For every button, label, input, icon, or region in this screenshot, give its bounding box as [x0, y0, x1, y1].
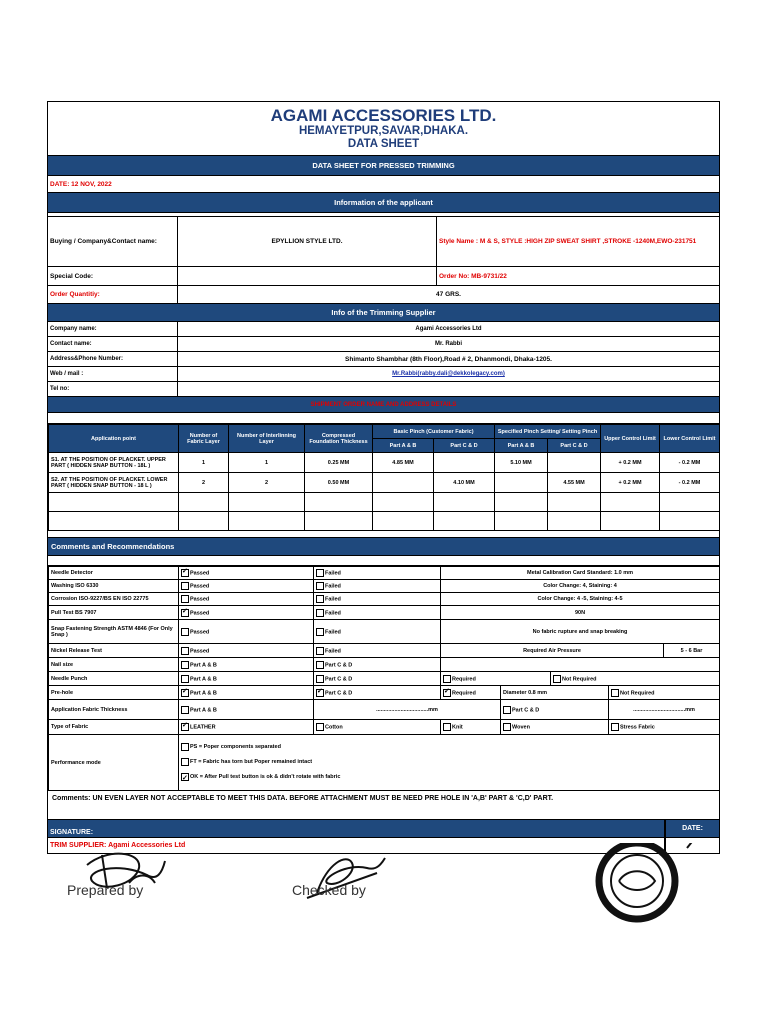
- punch-cd-checkbox[interactable]: [316, 675, 324, 683]
- supplier-row: [48, 367, 719, 382]
- thick-cd-checkbox[interactable]: [503, 706, 511, 714]
- punch-notreq-checkbox[interactable]: [553, 675, 561, 683]
- supplier-bar: Info of the Trimming Supplier: [48, 304, 719, 322]
- th-inter: Number of Interlinning Layer: [229, 425, 305, 453]
- test-punch: Needle Punch: [49, 672, 179, 686]
- washing-passed-checkbox[interactable]: [181, 582, 189, 590]
- spec-cell-sab: [495, 473, 548, 493]
- th-lower: Lower Control Limit: [660, 425, 720, 453]
- corrosion-failed-checkbox[interactable]: [316, 595, 324, 603]
- test-thickness: Application Fabric Thickness: [49, 700, 179, 720]
- test-prehole: Pre-hole: [49, 686, 179, 700]
- pull-std: 90N: [441, 606, 720, 620]
- th-spec: Specified Pinch Setting/ Setting Pinch: [495, 425, 601, 439]
- supplier-label: Company name:: [48, 322, 178, 336]
- comments-bar: Comments and Recommendations: [48, 538, 719, 556]
- order-no: Order No: MB-9731/22: [439, 272, 507, 280]
- supplier-row: [48, 382, 719, 397]
- knit-checkbox[interactable]: [443, 723, 451, 731]
- signatures-svg: [47, 843, 718, 923]
- nickel-std: Required Air Pressure: [441, 644, 664, 658]
- test-nickel: Nickel Release Test: [49, 644, 179, 658]
- pull-failed-checkbox[interactable]: [316, 609, 324, 617]
- spec-cell-app: S1. AT THE POSITION OF PLACKET. UPPER PART ( HIDDEN SNAP BUTTON - 18L ): [49, 453, 179, 473]
- buying-row: [48, 217, 719, 267]
- trim-supplier: TRIM SUPPLIER: Agami Accessories Ltd: [48, 838, 665, 853]
- comments-row: [48, 791, 719, 820]
- title-bar: DATA SHEET FOR PRESSED TRIMMING: [48, 156, 719, 176]
- spec-cell-comp: 0.50 MM: [305, 473, 373, 493]
- company-seal: [599, 843, 695, 919]
- th-app: Application point: [49, 425, 179, 453]
- applicant-bar: Information of the applicant: [48, 193, 719, 213]
- signature-row: [48, 820, 719, 838]
- spec-cell-app: S2. AT THE POSITION OF PLACKET. LOWER PART ( HIDDEN SNAP BUTTON - 18 L ): [49, 473, 179, 493]
- prepared-label: Prepared by: [67, 882, 144, 898]
- leather-checkbox[interactable]: [181, 723, 189, 731]
- date-row: [48, 176, 719, 193]
- spec-cell-bab: [373, 473, 434, 493]
- spec-cell-scd: [548, 453, 601, 473]
- test-type: Type of Fabric: [49, 720, 179, 735]
- signature-label: SIGNATURE:: [48, 820, 665, 837]
- spec-cell-bcd: 4.10 MM: [434, 473, 495, 493]
- washing-std: Color Change: 4, Staining: 4: [441, 580, 720, 593]
- buying-label: Buying / Company&Contact name:: [48, 217, 178, 266]
- snap-passed-checkbox[interactable]: [181, 628, 189, 636]
- nickel-passed-checkbox[interactable]: [181, 647, 189, 655]
- washing-failed-checkbox[interactable]: [316, 582, 324, 590]
- buying-value: EPYLLION STYLE LTD.: [178, 217, 437, 266]
- spec-cell-bab: 4.85 MM: [373, 453, 434, 473]
- spec-table: [48, 424, 720, 531]
- th-spec-cd: Part C & D: [548, 439, 601, 453]
- supplier-row: [48, 322, 719, 337]
- date-label: DATE: 12 NOV, 2022: [50, 180, 112, 188]
- spec-cell-fabric: 1: [179, 453, 229, 473]
- thick-ab-checkbox[interactable]: [181, 706, 189, 714]
- ok-checkbox[interactable]: [181, 773, 189, 781]
- prehole-ab-checkbox[interactable]: [181, 689, 189, 697]
- date-sig-label: DATE:: [665, 820, 719, 837]
- corrosion-std: Color Change: 4 -5, Staining: 4-5: [441, 593, 720, 606]
- spec-cell-upper: + 0.2 MM: [601, 453, 660, 473]
- shipment-bar: SHIPMENT ORDER NAME AND ADDRESS DETAILS: [48, 397, 719, 413]
- nickel-val: 5 - 6 Bar: [664, 644, 720, 658]
- spec-cell-fabric: 2: [179, 473, 229, 493]
- supplier-label: Web / mail :: [48, 367, 178, 381]
- supplier-label: Contact name:: [48, 337, 178, 351]
- punch-required-checkbox[interactable]: [443, 675, 451, 683]
- spec-cell-sab: 5.10 MM: [495, 453, 548, 473]
- supplier-value[interactable]: Mr.Rabbi(rabby.dali@dekkolegacy.com): [392, 371, 505, 377]
- style-name: Style Name : M & S, STYLE :HIGH ZIP SWEAT SHIRT ,STROKE -1240M,EWO-231751: [439, 238, 697, 245]
- prehole-cd-checkbox[interactable]: [316, 689, 324, 697]
- thick-mm-ab: ..................................mm: [314, 700, 501, 720]
- prehole-required-checkbox[interactable]: [443, 689, 451, 697]
- spec-cell-lower: - 0.2 MM: [660, 473, 720, 493]
- needle-passed-checkbox[interactable]: [181, 569, 189, 577]
- test-perf: Performance mode: [49, 735, 179, 791]
- th-basic: Basic Pinch (Customer Fabric): [373, 425, 495, 439]
- supplier-value: Agami Accessories Ltd: [415, 326, 482, 332]
- company-title: AGAMI ACCESSORIES LTD.: [270, 106, 497, 125]
- stretch-checkbox[interactable]: [611, 723, 619, 731]
- qty-label: Order Quantitiy:: [48, 286, 178, 303]
- cotton-checkbox[interactable]: [316, 723, 324, 731]
- checked-label: Checked by: [292, 882, 366, 898]
- spec-cell-scd: 4.55 MM: [548, 473, 601, 493]
- spec-cell-inter: 1: [229, 453, 305, 473]
- ft-checkbox[interactable]: [181, 758, 189, 766]
- spec-cell-bcd: [434, 453, 495, 473]
- test-needle: Needle Detector: [49, 567, 179, 580]
- qty-value: 47 GRS.: [436, 291, 461, 298]
- th-comp: Compressed Foundation Thickness: [305, 425, 373, 453]
- test-nail: Nail size: [49, 658, 179, 672]
- th-spec-ab: Part A & B: [495, 439, 548, 453]
- signature-area: [47, 843, 718, 923]
- th-basic-ab: Part A & B: [373, 439, 434, 453]
- supplier-row: [48, 337, 719, 352]
- supplier-row: [48, 352, 719, 367]
- spec-row: [49, 453, 720, 473]
- supplier-value: Shimanto Shambhar (8th Floor),Road # 2, Dhanmondi, Dhaka-1205.: [345, 355, 552, 363]
- nickel-failed-checkbox[interactable]: [316, 647, 324, 655]
- snap-std: No fabric rupture and snap breaking: [441, 620, 720, 644]
- prehole-notreq-checkbox[interactable]: [611, 689, 619, 697]
- test-snap: Snap Fastening Strength ASTM 4846 (For Only Snap ): [49, 620, 179, 644]
- special-row: [48, 267, 719, 286]
- needle-failed-checkbox[interactable]: [316, 569, 324, 577]
- supplier-label: Tel no:: [48, 382, 178, 396]
- thick-mm-cd: ..................................mm: [609, 700, 720, 720]
- nail-ab-checkbox[interactable]: [181, 661, 189, 669]
- data-sheet: [47, 101, 720, 854]
- spec-cell-inter: 2: [229, 473, 305, 493]
- pull-passed-checkbox[interactable]: [181, 609, 189, 617]
- sheet-header: [48, 102, 719, 156]
- qty-row: [48, 286, 719, 304]
- spec-cell-lower: - 0.2 MM: [660, 453, 720, 473]
- spec-cell-upper: + 0.2 MM: [601, 473, 660, 493]
- special-label: Special Code:: [48, 267, 178, 285]
- ps-checkbox[interactable]: [181, 743, 189, 751]
- supplier-label: Address&Phone Number:: [48, 352, 178, 366]
- corrosion-passed-checkbox[interactable]: [181, 595, 189, 603]
- th-basic-cd: Part C & D: [434, 439, 495, 453]
- test-table: Needle Detector ✓ Passed Failed Metal Calibration Card Standard: 1.0 mm Washing ISO 6330 Passed Failed Color Change: 4, Staining: 4 Corrosion ISO-9227/BS EN ISO 22775 Passed Failed Color Change: 4 -5, Staining: 4-5 Pull Test BS 7907 ✓ Passed Failed 90N Snap Fastening Strength ASTM 4846 (For Only Snap ) Passed Failed No fabric rupture and snap breaking Nickel Release Test Passed Failed Required Air Pressure 5 - 6 Bar Nail size Part A & B Part C & D Needle Punch Part A & B Part C & D Required Not Required Pre-hole ✓ Part A & B ✓ Part C & D ✓ Required Diameter 0.8 mm Not Required Application Fabric Thickness Part A & B ..................................mm Part C & D ..................................mm Type of Fabric ✓ LEATHER Cotton Knit Woven Stress Fabric Performance mode PS = Poper components separated FT = Fabric has torn but Poper remained intact ✓OK = After Pull test button is ok & didn't rotate with fabric: [48, 566, 720, 791]
- prehole-diameter: Diameter 0.8 mm: [501, 686, 609, 700]
- nail-cd-checkbox[interactable]: [316, 661, 324, 669]
- test-washing: Washing ISO 6330: [49, 580, 179, 593]
- punch-ab-checkbox[interactable]: [181, 675, 189, 683]
- test-corrosion: Corrosion ISO-9227/BS EN ISO 22775: [49, 593, 179, 606]
- th-fabric: Number of Fabric Layer: [179, 425, 229, 453]
- footer-comment: Comments: UN EVEN LAYER NOT ACCEPTABLE TO MEET THIS DATA. BEFORE ATTACHMENT MUST BE NEED PRE HOLE IN 'A,B' PART & 'C,D' PART.: [52, 795, 554, 802]
- supplier-value: Mr. Rabbi: [434, 341, 462, 347]
- supplier-value: [178, 382, 719, 396]
- woven-checkbox[interactable]: [503, 723, 511, 731]
- th-upper: Upper Control Limit: [601, 425, 660, 453]
- spec-cell-comp: 0.25 MM: [305, 453, 373, 473]
- company-address: HEMAYETPUR,SAVAR,DHAKA.: [298, 125, 469, 137]
- spec-row: [49, 473, 720, 493]
- doc-title: DATA SHEET: [347, 138, 420, 150]
- needle-std: Metal Calibration Card Standard: 1.0 mm: [441, 567, 720, 580]
- test-pull: Pull Test BS 7907: [49, 606, 179, 620]
- snap-failed-checkbox[interactable]: [316, 628, 324, 636]
